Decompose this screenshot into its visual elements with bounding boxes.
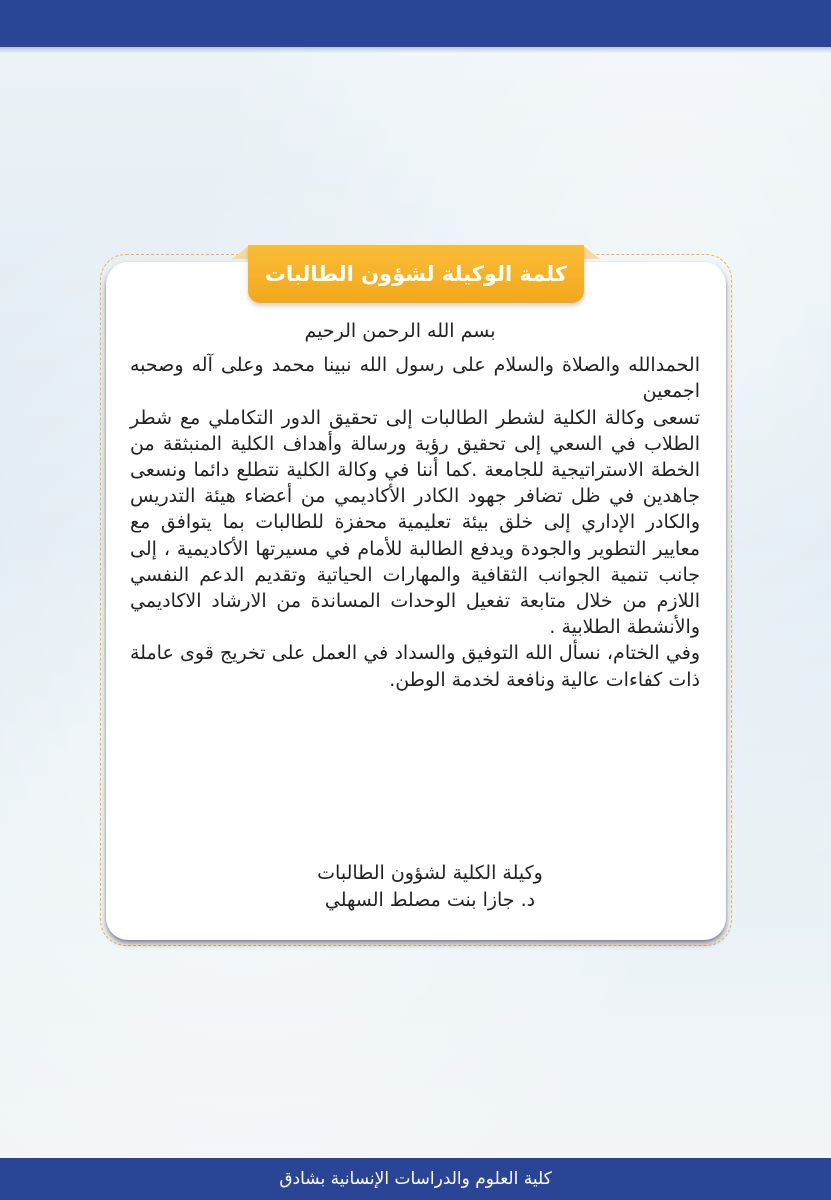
page-title: كلمة الوكيلة لشؤون الطالبات [248, 245, 584, 303]
footer-text: كلية العلوم والدراسات الإنسانية بشادق [279, 1169, 552, 1189]
signature-title: وكيلة الكلية لشؤون الطالبات [317, 862, 543, 884]
letter-paragraph-closing: وفي الختام، نسأل الله التوفيق والسداد في العمل على تخريج قوى عاملة ذات كفاءات عالية ونافعة لخدمة الوطن. [130, 642, 700, 691]
top-header-bar [0, 0, 831, 47]
letter-paragraph-main: تسعى وكالة الكلية لشطر الطالبات إلى تحقيق الدور التكاملي مع شطر الطلاب في السعي إلى تحقيق رؤية ورسالة وأهداف الكلية المنبثقة من الخطة الاستراتيجية للجامعة .كما أننا في وكالة الكلية نتطلع دائما ونسعى جاهدين في ظل تضافر جهود الكادر الأكاديمي من أعضاء هيئة التدريس والكادر الإداري إلى خلق بيئة تعليمية محفزة للطالبات بما يتوافق مع معايير التطوير والجودة ويدفع الطالبة للأمام في مسيرتها الأكاديمية ، إلى جانب تنمية الجوانب الثقافية والمهارات الحياتية وتقديم الدعم النفسي اللازم من خلال متابعة تفعيل الوحدات المساندة من الارشاد الاكاديمي والأنشطة الطلابية . [130, 406, 700, 639]
signature-block [230, 860, 630, 914]
letter-paragraph-opening: الحمدالله والصلاة والسلام على رسول الله نبينا محمد وعلى آله وصحبه اجمعين [130, 354, 700, 403]
basmala: بسم الله الرحمن الرحيم [304, 320, 496, 342]
footer-bar [0, 1158, 831, 1200]
top-header-shadow [0, 47, 831, 53]
ribbon-fold-right [582, 245, 600, 259]
signature-name: د. جازا بنت مصلط السهلي [324, 889, 536, 911]
letter-body [130, 318, 700, 693]
